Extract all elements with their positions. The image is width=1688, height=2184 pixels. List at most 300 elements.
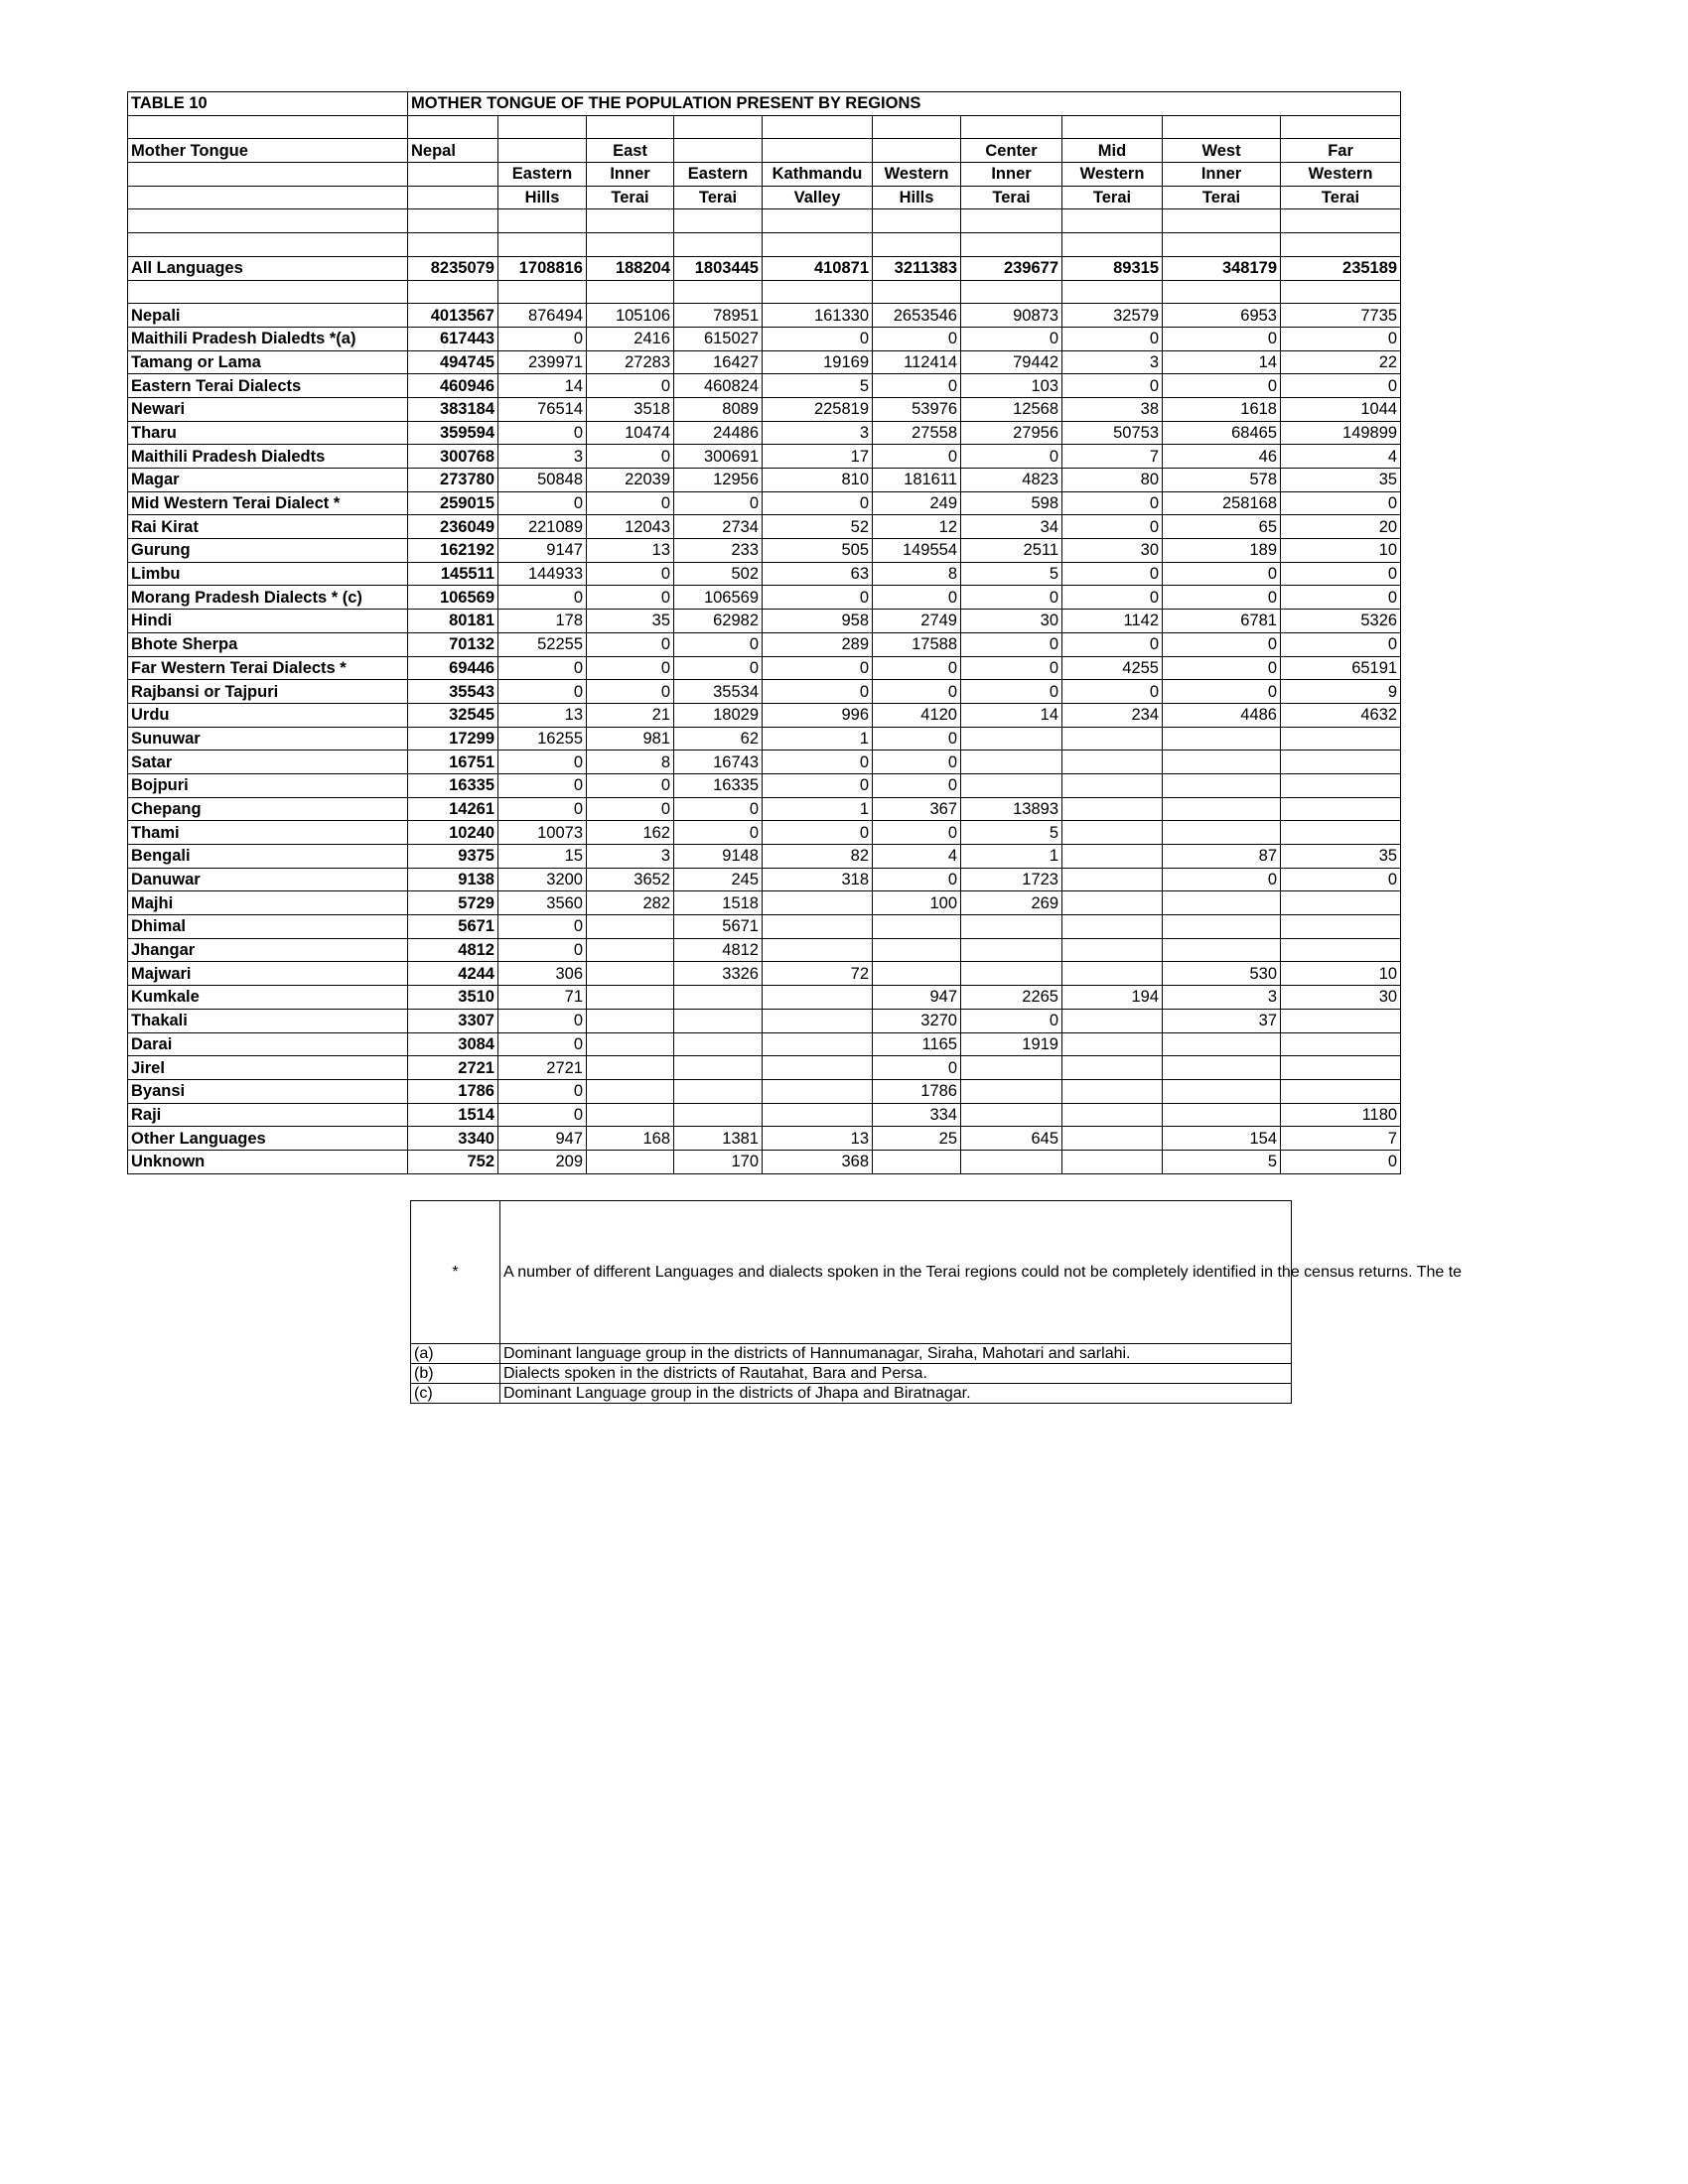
blank-cell [674,280,763,304]
row-label: Bhote Sherpa [128,632,408,656]
table-cell: 1 [763,797,873,821]
table-cell: 5 [763,374,873,398]
footnote-text: Dialects spoken in the districts of Rautahat, Bara and Persa. [500,1364,1292,1384]
table-cell: 5 [1163,1150,1281,1173]
table-cell: 0 [587,586,674,610]
table-cell: 1142 [1062,610,1163,633]
table-cell [763,1103,873,1127]
blank-cell [587,280,674,304]
table-cell: 168 [587,1127,674,1151]
table-cell [763,891,873,915]
table-cell: 4823 [961,469,1062,492]
table-cell: 367 [873,797,961,821]
row-label: Byansi [128,1079,408,1103]
table-cell: 12956 [674,469,763,492]
table-cell: 1786 [408,1079,498,1103]
table-cell: 106569 [408,586,498,610]
row-label: Far Western Terai Dialects * [128,656,408,680]
table-row [128,680,1401,704]
table-cell: 0 [873,727,961,751]
table-cell: 1803445 [674,256,763,280]
table-cell: 300768 [408,445,498,469]
table-cell: 76514 [498,397,587,421]
table-cell: 0 [498,773,587,797]
table-cell: 0 [498,680,587,704]
table-cell [1062,845,1163,869]
column-header [498,209,587,233]
table-cell: 0 [498,586,587,610]
table-cell: 100 [873,891,961,915]
table-cell: 1381 [674,1127,763,1151]
table-cell: 4632 [1281,703,1401,727]
table-cell: 0 [674,632,763,656]
table-cell [587,1103,674,1127]
table-cell: 35534 [674,680,763,704]
table-cell [1062,1032,1163,1056]
column-header: Terai [961,186,1062,209]
blank-cell [408,280,498,304]
table-cell: 0 [587,656,674,680]
table-cell: 0 [1062,374,1163,398]
table-cell [1163,1079,1281,1103]
table-cell: 494745 [408,350,498,374]
column-header [961,209,1062,233]
table-cell: 50753 [1062,421,1163,445]
table-cell: 0 [498,938,587,962]
table-cell: 22039 [587,469,674,492]
table-cell: 259015 [408,491,498,515]
table-cell: 0 [1281,1150,1401,1173]
row-label: Kumkale [128,986,408,1010]
table-row [128,915,1401,939]
table-cell: 752 [408,1150,498,1173]
table-cell: 5671 [674,915,763,939]
table-cell: 0 [763,327,873,350]
column-header: Hills [498,186,587,209]
row-label: Thakali [128,1009,408,1032]
table-cell [961,1056,1062,1080]
row-label: Newari [128,397,408,421]
blank-cell [873,280,961,304]
table-row [128,539,1401,563]
table-cell: 2653546 [873,304,961,328]
column-header-mother-tongue: Mother Tongue [128,139,408,163]
table-cell: 2511 [961,539,1062,563]
table-cell [1163,751,1281,774]
row-label: Bengali [128,845,408,869]
table-cell: 249 [873,491,961,515]
column-header: Center [961,139,1062,163]
table-cell: 0 [587,680,674,704]
row-label: Mid Western Terai Dialect * [128,491,408,515]
table-cell: 13 [587,539,674,563]
row-label: Nepali [128,304,408,328]
table-row [128,586,1401,610]
table-row [128,1009,1401,1032]
column-header: Western [1281,163,1401,187]
column-header [674,209,763,233]
table-cell [961,938,1062,962]
table-cell: 0 [1281,562,1401,586]
footnotes-table [410,1200,1463,1404]
column-header [408,163,498,187]
table-cell: 16335 [408,773,498,797]
table-label: TABLE 10 [128,92,408,116]
table-row [128,845,1401,869]
blank-cell [587,233,674,257]
table-cell: 9 [1281,680,1401,704]
table-cell: 14 [961,703,1062,727]
table-cell: 1180 [1281,1103,1401,1127]
table-cell [1062,915,1163,939]
table-row [128,632,1401,656]
table-cell: 1708816 [498,256,587,280]
row-label: Jirel [128,1056,408,1080]
table-cell: 4244 [408,962,498,986]
column-header: Mid [1062,139,1163,163]
table-cell: 189 [1163,539,1281,563]
table-cell [587,915,674,939]
table-cell: 16743 [674,751,763,774]
row-label: Other Languages [128,1127,408,1151]
row-label: Majwari [128,962,408,986]
table-cell: 996 [763,703,873,727]
table-row [128,1150,1401,1173]
footnote-mark: (c) [411,1384,500,1404]
table-cell: 149554 [873,539,961,563]
table-cell [1062,1150,1163,1173]
table-cell: 0 [1062,491,1163,515]
table-cell [1062,1103,1163,1127]
blank-cell [128,233,408,257]
table-cell: 0 [873,374,961,398]
column-header: Western [1062,163,1163,187]
row-label: Danuwar [128,868,408,891]
table-row [128,751,1401,774]
column-header: Terai [1281,186,1401,209]
column-header: Inner [961,163,1062,187]
table-row [128,962,1401,986]
table-cell: 21 [587,703,674,727]
row-label: Tamang or Lama [128,350,408,374]
table-row [128,656,1401,680]
row-label: Unknown [128,1150,408,1173]
table-cell [1163,1032,1281,1056]
table-cell: 178 [498,610,587,633]
table-cell [1281,797,1401,821]
table-cell [587,1150,674,1173]
footnote-mark: * [411,1201,500,1344]
row-label: Eastern Terai Dialects [128,374,408,398]
table-cell: 359594 [408,421,498,445]
table-cell [674,1103,763,1127]
table-cell: 0 [498,1009,587,1032]
table-cell: 35 [1281,845,1401,869]
table-cell: 2734 [674,515,763,539]
table-cell: 0 [1163,680,1281,704]
table-cell: 1165 [873,1032,961,1056]
blank-cell [873,233,961,257]
table-cell: 22 [1281,350,1401,374]
table-cell: 65 [1163,515,1281,539]
table-cell: 10474 [587,421,674,445]
table-cell: 35 [1281,469,1401,492]
table-cell: 0 [873,327,961,350]
column-header: Inner [1163,163,1281,187]
row-label: Maithili Pradesh Dialedts [128,445,408,469]
table-cell [1163,1103,1281,1127]
table-cell: 269 [961,891,1062,915]
table-cell: 63 [763,562,873,586]
blank-row [128,233,1401,257]
blank-cell [408,233,498,257]
table-cell [961,915,1062,939]
table-cell: 368 [763,1150,873,1173]
table-cell: 3200 [498,868,587,891]
table-cell: 2721 [408,1056,498,1080]
table-cell [674,1032,763,1056]
table-cell: 72 [763,962,873,986]
table-cell: 0 [587,797,674,821]
table-cell: 79442 [961,350,1062,374]
table-cell: 0 [1163,656,1281,680]
table-cell [1281,1079,1401,1103]
table-row [128,327,1401,350]
table-row [128,703,1401,727]
table-cell: 27956 [961,421,1062,445]
blank-cell [763,280,873,304]
table-cell: 0 [873,821,961,845]
table-cell: 103 [961,374,1062,398]
table-cell: 82 [763,845,873,869]
row-label: All Languages [128,256,408,280]
table-cell: 460946 [408,374,498,398]
table-row-all-languages [128,256,1401,280]
table-cell: 9148 [674,845,763,869]
table-cell: 3326 [674,962,763,986]
table-cell: 239971 [498,350,587,374]
table-cell: 410871 [763,256,873,280]
table-row [128,891,1401,915]
table-cell: 37 [1163,1009,1281,1032]
table-cell [763,1056,873,1080]
table-cell: 530 [1163,962,1281,986]
table-cell: 958 [763,610,873,633]
table-cell [763,1009,873,1032]
table-cell [674,1056,763,1080]
table-cell: 8089 [674,397,763,421]
table-cell: 1919 [961,1032,1062,1056]
table-cell: 225819 [763,397,873,421]
table-cell: 17 [763,445,873,469]
table-cell: 0 [498,327,587,350]
table-cell [1062,868,1163,891]
table-row [128,515,1401,539]
table-cell [763,1032,873,1056]
table-cell: 30 [961,610,1062,633]
table-cell: 209 [498,1150,587,1173]
table-cell: 0 [873,868,961,891]
table-cell: 7735 [1281,304,1401,328]
table-cell: 239677 [961,256,1062,280]
table-cell [1281,915,1401,939]
table-cell: 0 [1281,632,1401,656]
table-cell: 70132 [408,632,498,656]
table-cell: 16335 [674,773,763,797]
table-cell: 0 [498,656,587,680]
table-cell: 645 [961,1127,1062,1151]
column-header: Terai [587,186,674,209]
column-header: Inner [587,163,674,187]
table-cell: 3518 [587,397,674,421]
table-cell: 1044 [1281,397,1401,421]
table-row [128,562,1401,586]
table-cell: 3307 [408,1009,498,1032]
table-cell [1062,1079,1163,1103]
table-cell: 8 [873,562,961,586]
table-cell: 35 [587,610,674,633]
table-cell: 62 [674,727,763,751]
row-label: Tharu [128,421,408,445]
table-cell: 3652 [587,868,674,891]
table-cell: 947 [498,1127,587,1151]
table-cell: 3340 [408,1127,498,1151]
table-cell: 3 [498,445,587,469]
column-header [408,209,498,233]
table-cell: 9375 [408,845,498,869]
table-cell: 162 [587,821,674,845]
table-cell: 34 [961,515,1062,539]
column-header-mother-tongue [128,209,408,233]
column-header [1281,209,1401,233]
table-cell: 3 [1062,350,1163,374]
table-cell: 12043 [587,515,674,539]
table-cell: 105106 [587,304,674,328]
table-cell: 1 [961,845,1062,869]
table-cell: 0 [763,821,873,845]
row-label: Thami [128,821,408,845]
table-cell: 19169 [763,350,873,374]
table-cell: 810 [763,469,873,492]
table-cell: 0 [873,1056,961,1080]
table-row [128,421,1401,445]
table-row [128,727,1401,751]
table-cell: 0 [1062,632,1163,656]
table-cell [1281,751,1401,774]
table-cell: 9147 [498,539,587,563]
footnote-mark: (a) [411,1344,500,1364]
table-cell: 3211383 [873,256,961,280]
column-header-mother-tongue [128,186,408,209]
table-cell: 194 [1062,986,1163,1010]
column-header [674,139,763,163]
table-row [128,304,1401,328]
blank-cell [674,233,763,257]
blank-cell [1163,280,1281,304]
table-cell: 7 [1281,1127,1401,1151]
column-header [1062,209,1163,233]
column-header: Eastern [498,163,587,187]
table-cell: 0 [763,586,873,610]
table-cell: 69446 [408,656,498,680]
table-cell: 0 [961,327,1062,350]
table-cell [1281,891,1401,915]
table-cell [1163,821,1281,845]
table-cell: 0 [498,1103,587,1127]
table-cell [587,938,674,962]
blank-cell [1163,233,1281,257]
table-cell: 0 [1062,327,1163,350]
blank-row [128,280,1401,304]
table-cell [873,938,961,962]
table-cell: 0 [498,491,587,515]
table-cell: 3270 [873,1009,961,1032]
table-cell [587,1056,674,1080]
table-cell: 144933 [498,562,587,586]
table-cell: 16751 [408,751,498,774]
table-row [128,868,1401,891]
table-cell: 13893 [961,797,1062,821]
table-cell: 16427 [674,350,763,374]
table-cell: 0 [498,1032,587,1056]
column-header-mother-tongue [128,163,408,187]
row-label: Majhi [128,891,408,915]
table-cell: 0 [1281,374,1401,398]
table-cell: 1723 [961,868,1062,891]
table-cell: 112414 [873,350,961,374]
table-cell: 3 [587,845,674,869]
table-cell: 80 [1062,469,1163,492]
column-header: Hills [873,186,961,209]
row-label: Raji [128,1103,408,1127]
table-cell: 149899 [1281,421,1401,445]
table-cell: 1 [763,727,873,751]
table-cell: 578 [1163,469,1281,492]
table-cell [1062,727,1163,751]
table-cell: 234 [1062,703,1163,727]
table-cell: 2721 [498,1056,587,1080]
row-label: Hindi [128,610,408,633]
row-label: Rajbansi or Tajpuri [128,680,408,704]
table-cell: 181611 [873,469,961,492]
table-row [128,1056,1401,1080]
table-cell: 0 [873,656,961,680]
table-cell [1281,773,1401,797]
table-cell: 53976 [873,397,961,421]
table-cell: 0 [587,632,674,656]
column-header: Nepal [408,139,498,163]
table-cell: 0 [1163,868,1281,891]
table-row [128,797,1401,821]
table-cell: 0 [498,751,587,774]
mother-tongue-table [127,91,1401,1174]
table-cell: 12568 [961,397,1062,421]
table-cell [1062,1056,1163,1080]
column-header [1163,209,1281,233]
table-row [128,374,1401,398]
table-cell [1281,821,1401,845]
table-cell: 145511 [408,562,498,586]
column-header [408,186,498,209]
table-cell: 0 [763,491,873,515]
table-cell: 245 [674,868,763,891]
table-cell: 3510 [408,986,498,1010]
table-cell [1163,773,1281,797]
table-cell: 71 [498,986,587,1010]
table-cell: 0 [587,773,674,797]
table-cell [961,1103,1062,1127]
table-cell [587,1009,674,1032]
